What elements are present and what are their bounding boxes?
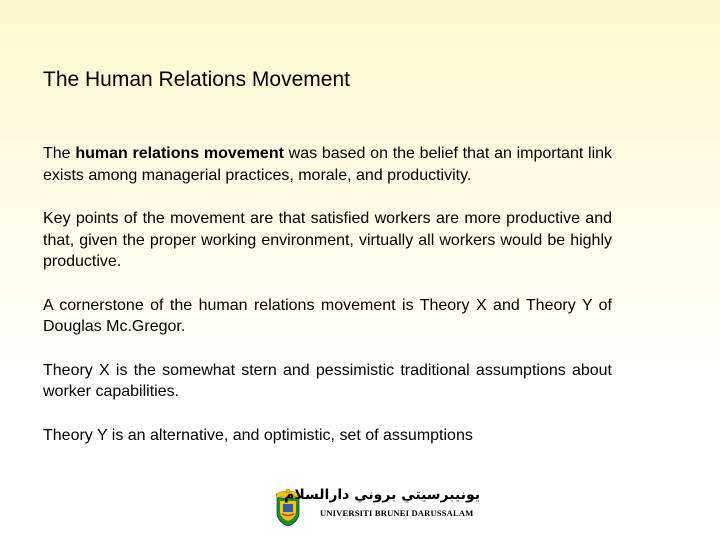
university-logo	[268, 486, 478, 528]
slide-title: The Human Relations Movement	[43, 68, 350, 91]
paragraph-human-relations	[43, 143, 612, 186]
paragraph-lead: The	[43, 145, 76, 162]
logo-arabic-text: يونيبرسيتي بروني دارالسلام	[284, 487, 480, 503]
logo-university-name: UNIVERSITI BRUNEI DARUSSALAM	[320, 508, 474, 518]
paragraph-rest: was based on the belief that an important link exists among managerial practices, morale, and productivity.	[43, 145, 613, 184]
slide-body	[43, 143, 612, 446]
paragraph-theory-y: Theory Y is an alternative, and optimistic, set of assumptions	[43, 426, 473, 444]
paragraph-key-points: Key points of the movement are that satisfied workers are more productive and that, given the proper working environment, virtually all workers would be highly productive.	[43, 210, 612, 270]
paragraph-bold-term: human relations movement	[75, 145, 284, 162]
paragraph-theory-x: Theory X is the somewhat stern and pessimistic traditional assumptions about worker capabilities.	[43, 361, 612, 400]
paragraph-cornerstone: A cornerstone of the human relations movement is Theory X and Theory Y of Douglas Mc.Gregor.	[43, 296, 612, 335]
